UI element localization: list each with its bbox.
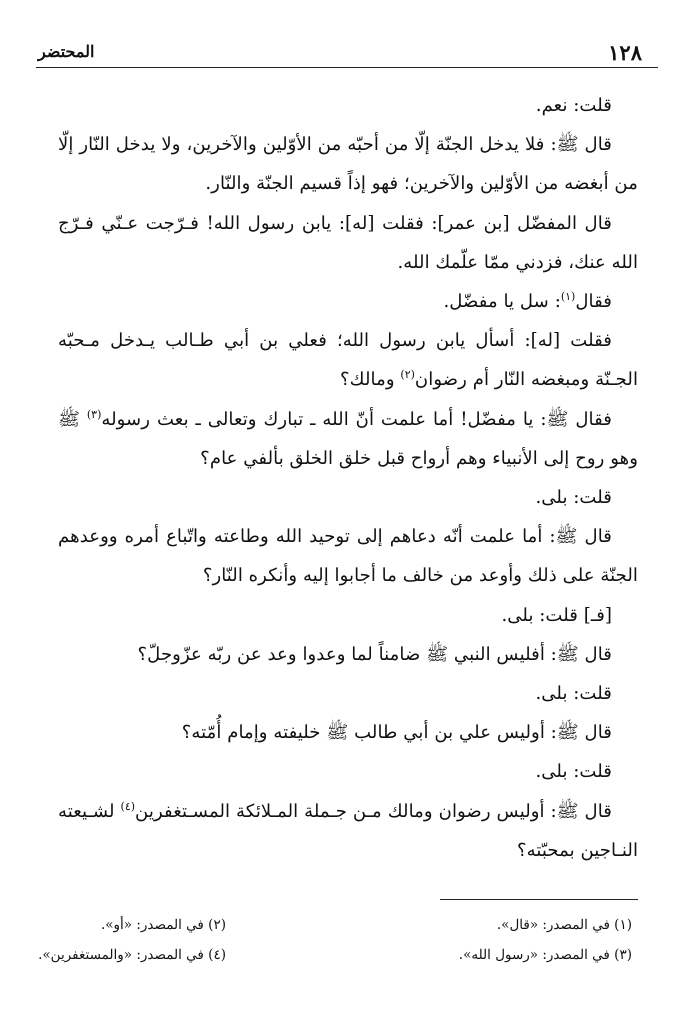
footnote: (٢) في المصدر: «أو».	[100, 917, 226, 933]
paragraph: قلت: بلى.	[535, 761, 612, 783]
footnote-separator	[440, 899, 638, 900]
paragraph	[58, 321, 638, 399]
paragraph: قال ﷺ: أوليس علي بن أبي طالب ﷺ خليفته وإمام أُمّته؟	[181, 722, 612, 744]
paragraph-text: ﷺ وهو روح إلى الأنبياء وهم أرواح قبل خلق الخلق بألفي عام؟	[58, 408, 638, 469]
paragraph: قال ﷺ: أفليس النبي ﷺ ضامناً لما وعدوا وعد عن ربّه عزّوجلّ؟	[137, 643, 612, 665]
footnote: (٤) في المصدر: «والمستغفرين».	[38, 947, 226, 963]
footnote-marker: (٤)	[120, 799, 136, 813]
paragraph-text: فقلت [له]: أسأل يابن رسول الله؛ فعلي بن أبي طـالب يـدخل مـحبّه الجـنّة ومبغضه النّار أم رضوان	[58, 330, 638, 391]
paragraph: قلت: بلى.	[535, 683, 612, 705]
footnote-marker: (٣)	[86, 407, 102, 421]
paragraph: قال ﷺ: أما علمت أنّه دعاهم إلى توحيد الله وطاعته واتّباع أمره ووعدهم الجنّة على ذلك وأوعد من خالف ما أجابوا إليه وأنكره النّار؟	[58, 526, 638, 587]
footnote-row	[60, 910, 632, 940]
footnote: (٣) في المصدر: «رسول الله».	[458, 947, 632, 963]
paragraph	[58, 282, 638, 321]
paragraph: قال ﷺ: فلا يدخل الجنّة إلّا من أحبّه من الأوّلين والآخرين، ولا يدخل النّار إلّا من أبغضه من الأوّلين والآخرين؛ فهو إذاً قسيم الجنّة والنّار.	[58, 134, 638, 195]
footnote-marker: (٢)	[400, 368, 415, 382]
header-rule	[36, 67, 658, 68]
paragraph	[58, 792, 638, 870]
paragraph	[58, 400, 638, 478]
paragraph: قال المفضّل [بن عمر]: فقلت [له]: يابن رسول الله! فـرّجت عـنّي فـرّج الله عنك، فزدني ممّا علّمك الله.	[58, 212, 638, 273]
body-text	[58, 86, 638, 870]
footnote-row	[38, 940, 632, 970]
footnote-marker: (١)	[560, 289, 576, 303]
paragraph: قلت: نعم.	[535, 95, 612, 116]
paragraph-text: فقال	[575, 291, 612, 313]
paragraph: [فـ] قلت: بلى.	[501, 604, 612, 626]
paragraph-text: لشـيعته النـاجين بمحبّته؟	[58, 800, 638, 861]
book-title: المحتضر	[38, 42, 95, 61]
footnotes	[38, 910, 632, 970]
footnote: (١) في المصدر: «قال».	[496, 917, 632, 933]
page-number: ١٢٨	[608, 40, 642, 65]
page-header	[36, 34, 658, 68]
paragraph-text: : سل يا مفضّل.	[443, 291, 561, 313]
paragraph: قلت: بلى.	[535, 487, 612, 509]
paragraph-text: ومالك؟	[340, 369, 401, 391]
paragraph-text: فقال ﷺ: يا مفضّل! أما علمت أنّ الله ـ تبارك وتعالى ـ بعث رسوله	[101, 408, 612, 430]
paragraph-text: قال ﷺ: أوليس رضوان ومالك مـن جـملة المـلائكة المسـتغفرين	[135, 800, 612, 822]
